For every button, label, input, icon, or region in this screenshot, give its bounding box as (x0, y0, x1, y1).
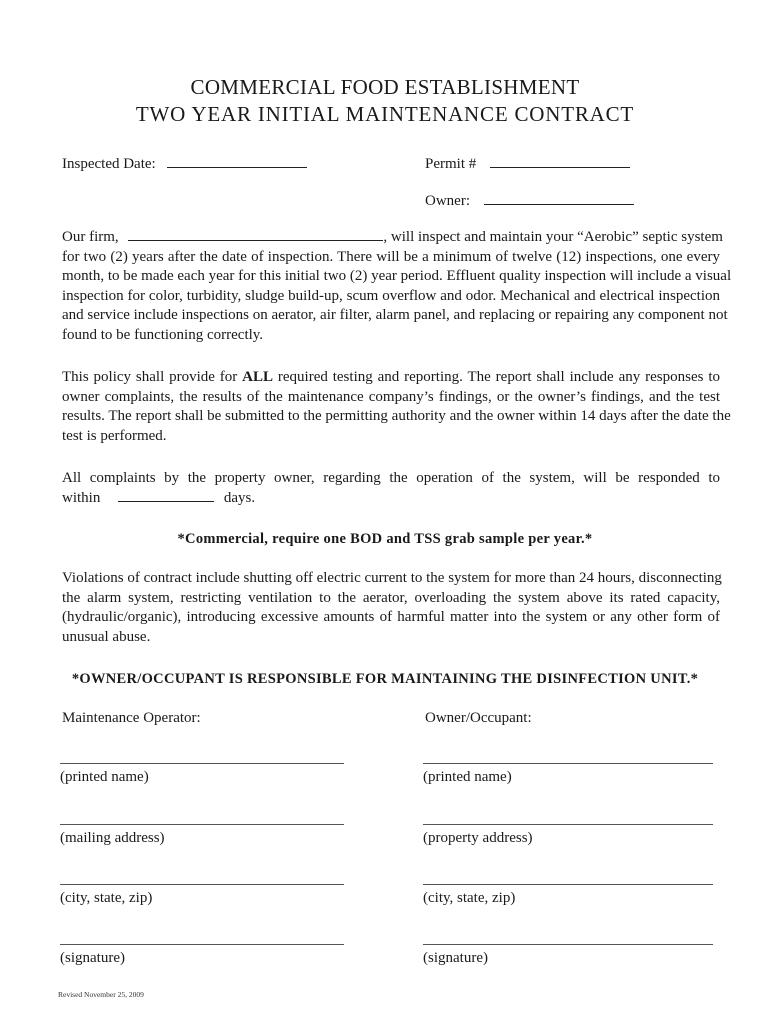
response-days-field[interactable] (118, 489, 214, 502)
occupant-city-state-zip-line[interactable] (423, 884, 713, 885)
policy-paragraph (62, 368, 731, 446)
operator-city-state-zip-line[interactable] (60, 884, 344, 885)
service-paragraph (62, 228, 732, 345)
paragraph2-line2: owner complaints, the results of the maintenance company’s findings, or the owner’s findings, and the test (62, 388, 720, 405)
occupant-property-address-label: (property address) (423, 830, 533, 846)
operator-signature-line[interactable] (60, 944, 344, 945)
operator-mailing-address-label: (mailing address) (60, 830, 165, 846)
paragraph2-line1-post: required testing and reporting. The report shall include any responses to (273, 369, 720, 385)
paragraph3-days: days. (223, 489, 256, 506)
title-line-2: TWO YEAR INITIAL MAINTENANCE CONTRACT (135, 102, 635, 126)
firm-prefix: Our firm, (62, 229, 119, 245)
occupant-printed-name-line[interactable] (423, 763, 713, 764)
revision-footer: Revised November 25, 2009 (58, 990, 144, 999)
paragraph2-line3: results. The report shall be submitted to the permitting authority and the owner within 14 days after the date the (62, 408, 731, 424)
occupant-city-state-zip-label: (city, state, zip) (423, 890, 516, 906)
complaints-paragraph (62, 469, 720, 508)
owner-label: Owner: (425, 193, 470, 209)
paragraph2-line1-pre: This policy shall provide for (62, 369, 243, 385)
inspected-date-row (62, 155, 307, 173)
paragraph3-line1: All complaints by the property owner, regarding the operation of the system, will be responded to (62, 470, 720, 486)
inspected-date-field[interactable] (167, 155, 307, 168)
occupant-signature-label: (signature) (423, 950, 488, 966)
permit-row (425, 155, 630, 173)
firm-name-field[interactable] (128, 228, 383, 241)
occupant-printed-name-label: (printed name) (423, 769, 512, 785)
operator-mailing-address-line[interactable] (60, 824, 344, 825)
owner-row (425, 192, 634, 210)
paragraph1-line6: found to be functioning correctly. (62, 326, 264, 343)
paragraph4-line2: the alarm system, restricting ventilation to the aerator, overloading the system above its rated capacity, (62, 589, 720, 606)
owner-field[interactable] (484, 192, 634, 205)
paragraph1-line3: month, to be made each year for this initial two (2) year period. Effluent quality inspection will include a visual (62, 268, 732, 284)
paragraph1-line2: for two (2) years after the date of inspection. There will be a minimum of twelve (12) inspections, one every (62, 248, 720, 265)
commercial-note: *Commercial, require one BOD and TSS grab sample per year.* (177, 531, 593, 547)
permit-field[interactable] (490, 155, 630, 168)
title-line-1: COMMERCIAL FOOD ESTABLISHMENT (190, 75, 580, 99)
inspected-date-label: Inspected Date: (62, 156, 156, 172)
operator-printed-name-label: (printed name) (60, 769, 149, 785)
paragraph2-line1-bold: ALL (242, 369, 274, 385)
operator-signature-label: (signature) (60, 950, 125, 966)
paragraph4-line4: unusual abuse. (62, 628, 151, 645)
paragraph1-line1: , will inspect and maintain your “Aerobic” septic system (383, 229, 723, 245)
operator-city-state-zip-label: (city, state, zip) (60, 890, 153, 906)
operator-printed-name-line[interactable] (60, 763, 344, 764)
owner-notice: *OWNER/OCCUPANT IS RESPONSIBLE FOR MAINTAINING THE DISINFECTION UNIT.* (71, 671, 699, 687)
permit-label: Permit # (425, 156, 477, 172)
maintenance-operator-heading: Maintenance Operator: (62, 710, 201, 726)
paragraph1-line4: inspection for color, turbidity, sludge build-up, scum overflow and odor. Mechanical and electrical inspection (62, 287, 720, 304)
violations-paragraph (62, 569, 720, 647)
occupant-signature-line[interactable] (423, 944, 713, 945)
occupant-property-address-line[interactable] (423, 824, 713, 825)
paragraph4-line3: (hydraulic/organic), introducing excessive amounts of harmful matter into the system or any other form of (62, 609, 720, 625)
owner-occupant-heading: Owner/Occupant: (425, 710, 532, 726)
paragraph1-line5: and service include inspections on aerator, air filter, alarm panel, and replacing or repairing any component not (62, 307, 728, 323)
paragraph2-line4: test is performed. (62, 427, 167, 444)
paragraph3-within: within (62, 489, 101, 506)
paragraph4-line1: Violations of contract include shutting off electric current to the system for more than 24 hours, disconnecting (62, 570, 722, 586)
